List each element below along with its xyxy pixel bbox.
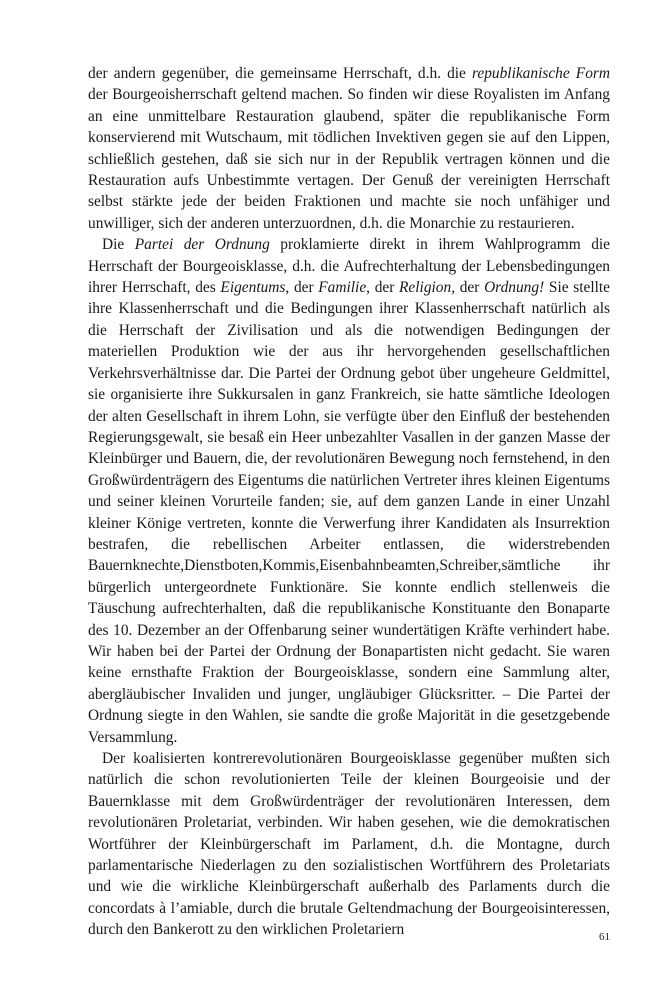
paragraph-1: der andern gegenüber, die gemeinsame Herrschaft, d.h. die republikanische Form der Bourgeoisherrschaft geltend machen. So finden wir diese Royalisten im Anfang an eine unmittelbare Restauration glaubend, später die republikanische Form konservierend mit Wutschaum, mit tödlichen Invektiven gegen sie auf den Lippen, schließlich gestehen, daß sie sich nur in der Republik vertragen können und die Restauration aufs Unbestimmte vertagen. Der Genuß der vereinigten Herrschaft selbst stärkte jede der beiden Fraktionen und machte sie noch unfähiger und unwilliger, sich der anderen unterzuordnen, d.h. die Monarchie zu restaurieren. xyxy=(88,65,610,232)
body-text xyxy=(88,63,610,941)
italic-phrase: republikanische Form xyxy=(471,65,610,82)
italic-phrase: Religion xyxy=(399,279,452,297)
italic-phrase: Eigentums xyxy=(220,279,286,297)
paragraph-3: Der koalisierten kontrerevolutionären Bourgeoisklasse gegenüber mußten sich natürlich die schon revolutionierten Teile der kleinen Bourgeoisie und der Bauernklasse mit dem Großwürdenträger der revolutionären Interessen, dem revolutionären Proletariat, verbinden. Wir haben gesehen, wie die demokratischen Wortführer der Kleinbürgerschaft im Parlament, d.h. die Montagne, durch parlamentarische Niederlagen zu den sozialistischen Wortführern des Proletariats und wie die wirkliche Kleinbürgerschaft außerhalb des Parlaments durch die concordats à l’amiable, durch die brutale Geltendmachung der Bourgeoisinteressen, durch den Bankerott zu den wirklichen Proletariern xyxy=(88,750,610,939)
page-number: 61 xyxy=(599,931,610,943)
italic-phrase: Ordnung! xyxy=(484,279,545,297)
paragraph-2: Die Partei der Ordnung proklamierte direkt in ihrem Wahlprogramm die Herrschaft der Bourgeoisklasse, d.h. die Aufrechterhaltung der Lebensbedingungen ihrer Herrschaft, des Eigentums, der Familie, der Religion, der Ordnung! Sie stellte ihre Klassenherrschaft und die Bedingungen ihrer Klassenherrschaft natürlich als die Herrschaft der Zivilisation und als die notwendigen Bedingungen der materiellen Produktion wie der aus ihr hervorgehenden gesellschaftlichen Verkehrsverhältnisse dar. Die Partei der Ordnung gebot über ungeheure Geldmittel, sie organisierte ihre Sukkursalen in ganz Frankreich, sie hatte sämtliche Ideologen der alten Gesellschaft in ihrem Lohn, sie verfügte über den Einfluß der bestehenden Regierungsgewalt, sie besaß ein Heer unbezahlter Vasallen in der ganzen Masse der Kleinbürger und Bauern, die, der revolutionären Bewegung noch fernstehend, in den Großwürdenträgern des Eigentums die natürlichen Vertreter ihres kleinen Eigentums und seiner kleinen Vorurteile fanden; sie, auf dem ganzen Lande in einer Unzahl kleiner Könige vertreten, konnte die Verwerfung ihrer Kandidaten als Insurrektion bestrafen, die rebellischen Arbeiter entlassen, die widerstrebenden Bauernknechte,Dienstboten,Kommis,Eisenbahnbeamten,Schreiber,sämtliche ihr bürgerlich untergeordnete Funktionäre. Sie konnte endlich stellenweis die Täuschung aufrechterhalten, daß die republikanische Konstituante den Bonaparte des 10. Dezember an der Offenbarung seiner wundertätigen Kräfte verhindert habe. Wir haben bei der Partei der Ordnung der Bonapartisten nicht gedacht. Sie waren keine ernsthafte Fraktion der Bourgeoisklasse, sondern eine Sammlung alter, abergläubischer Invaliden und junger, ungläubiger Glücksritter. – Die Partei der Ordnung siegte in den Wahlen, sie sandte die große Majorität in die gesetzgebende Versammlung. xyxy=(88,236,610,746)
italic-phrase: Partei der Ordnung xyxy=(134,236,270,254)
italic-phrase: Familie xyxy=(318,279,367,297)
